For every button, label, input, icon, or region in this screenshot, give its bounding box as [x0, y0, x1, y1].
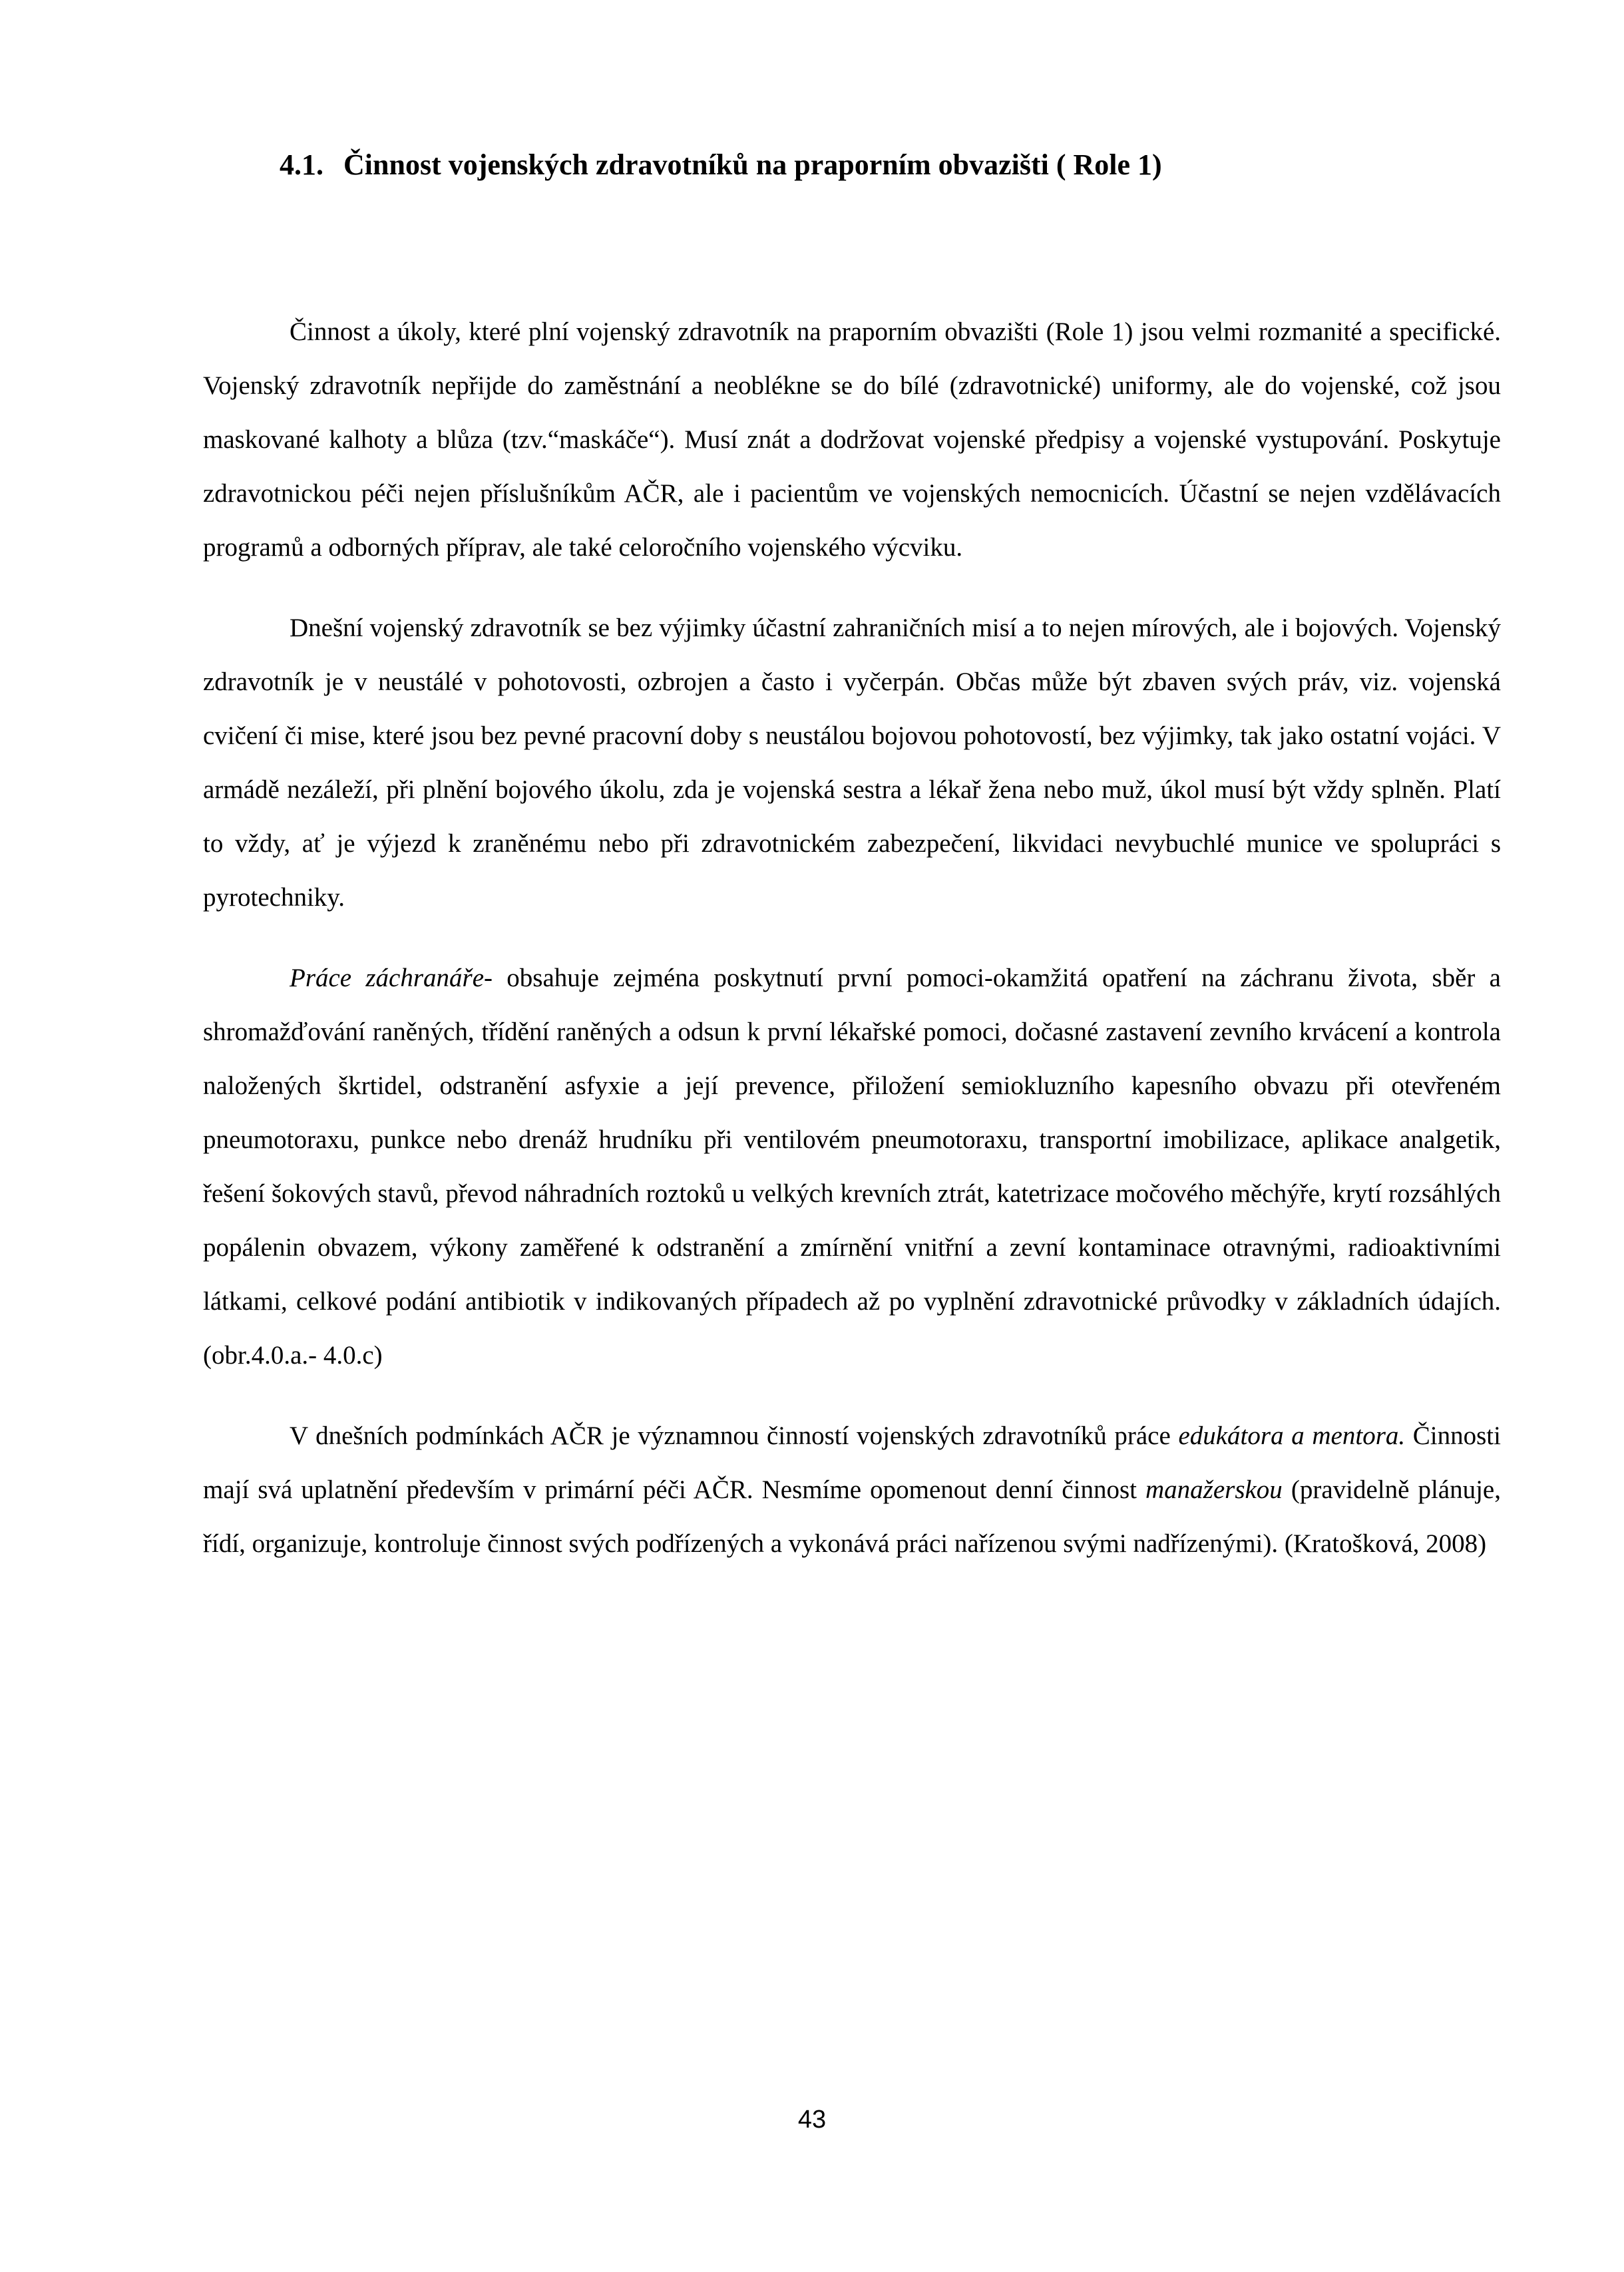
- paragraph-text: Dnešní vojenský zdravotník se bez výjimky účastní zahraničních misí a to nejen mírových, ale i bojových. Vojenský zdravotník je v neustálé v pohotovosti, ozbrojen a často i vyčerpán. Občas může být zbaven svých práv, viz. vojenská cvičení či mise, které jsou bez pevné pracovní doby s neustálou bojovou pohotovostí, bez výjimky, tak jako ostatní vojáci. V armádě nezáleží, při plnění bojového úkolu, zda je vojenská sestra a lékař žena nebo muž, úkol musí být vždy splněn. Platí to vždy, ať je výjezd k zraněnému nebo při zdravotnickém zabezpečení, likvidaci nevybuchlé munice ve spolupráci s pyrotechniky.: [203, 614, 1501, 912]
- section-title: Činnost vojenských zdravotníků na praporním obvazišti ( Role 1): [343, 148, 1162, 181]
- emphasis-term: edukátora a mentora.: [1178, 1421, 1406, 1450]
- paragraph-text: Činnost a úkoly, které plní vojenský zdravotník na praporním obvazišti (Role 1) jsou velmi rozmanité a specifické. Vojenský zdravotník nepřijde do zaměstnání a neoblékne se do bílé (zdravotnické) uniformy, ale do vojenské, což jsou maskované kalhoty a blůza (tzv.“maskáče“). Musí znát a dodržovat vojenské předpisy a vojenské vystupování. Poskytuje zdravotnickou péči nejen příslušníkům AČR, ale i pacientům ve vojenských nemocnicích. Účastní se nejen vzdělávacích programů a odborných příprav, ale také celoročního vojenského výcviku.: [203, 317, 1501, 562]
- paragraph-text: (pravidelně plánuje, řídí, organizuje, kontroluje činnost svých podřízených a vykonává práci nařízenou svými nadřízenými). (Kratošková, 2008): [203, 1475, 1501, 1558]
- paragraph-text: obsahuje zejména poskytnutí první pomoci-okamžitá opatření na záchranu života, sběr a shromažďování raněných, třídění raněných a odsun k první lékařské pomoci, dočasné zastavení zevního krvácení a kontrola naložených škrtidel, odstranění asfyxie a její prevence, přiložení semiokluzního kapesního obvazu při otevřeném pneumotoraxu, punkce nebo drenáž hrudníku při ventilovém pneumotoraxu, transportní imobilizace, aplikace analgetik, řešení šokových stavů, převod náhradních roztoků u velkých krevních ztrát, katetrizace močového měchýře, krytí rozsáhlých popálenin obvazem, výkony zaměřené k odstranění a zmírnění vnitřní a zevní kontaminace otravnými, radioaktivními látkami, celkové podání antibiotik v indikovaných případech až po vyplnění zdravotnické průvodky v základních údajích. (obr.4.0.a.- 4.0.c): [203, 964, 1501, 1370]
- paragraph-text: Činnosti mají svá uplatnění především v primární péči AČR. Nesmíme opomenout denní činnost: [203, 1421, 1501, 1504]
- section-number: 4.1.: [280, 148, 323, 181]
- paragraph-educator-manager: [203, 1409, 1501, 1571]
- paragraph-rescuer-work: [203, 951, 1501, 1382]
- emphasis-term: manažerskou: [1145, 1475, 1283, 1504]
- page-number: 43: [797, 2106, 827, 2134]
- body-text: [203, 305, 1501, 1571]
- paragraph-role-description: [203, 305, 1501, 574]
- section-heading: [280, 145, 1544, 185]
- paragraph-missions: [203, 601, 1501, 924]
- paragraph-text: V dnešních podmínkách AČR je významnou činností vojenských zdravotníků práce: [290, 1421, 1179, 1450]
- emphasis-term: Práce záchranáře-: [290, 964, 493, 992]
